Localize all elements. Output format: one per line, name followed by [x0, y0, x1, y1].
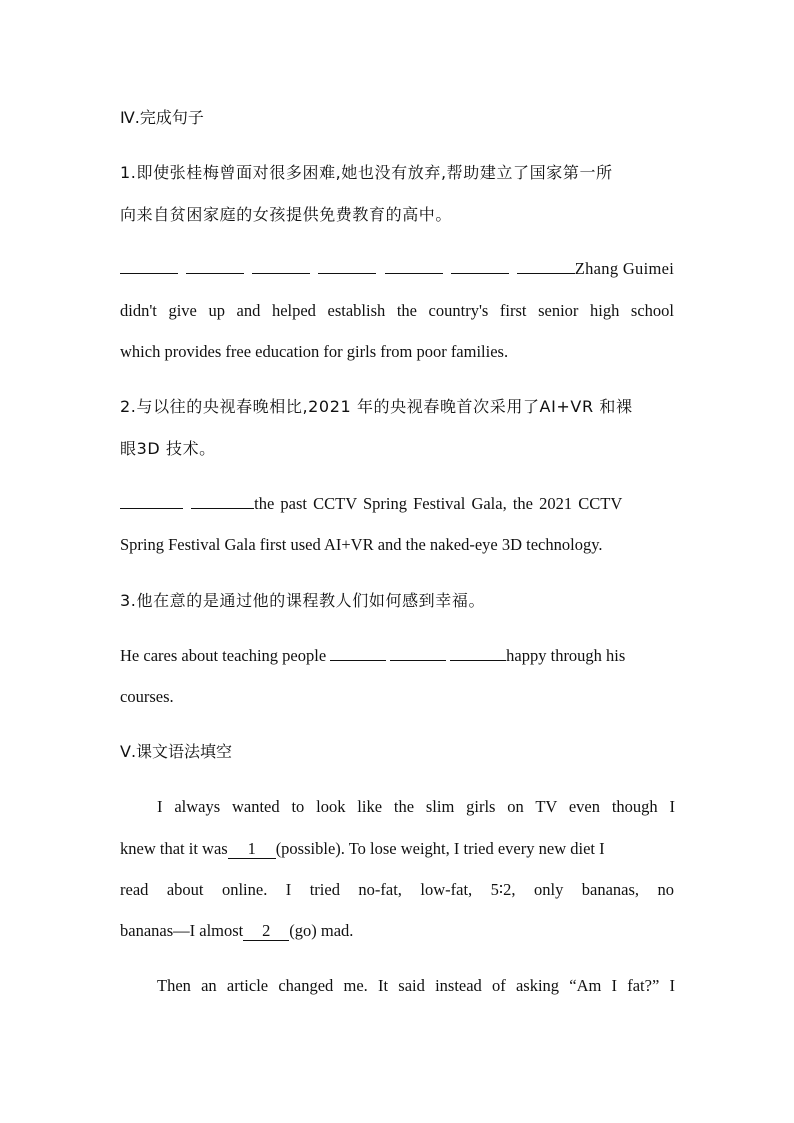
passage-text: knew that it was	[120, 839, 228, 858]
blank[interactable]	[517, 258, 575, 274]
q3-chinese-line1: 3.他在意的是通过他的课程教人们如何感到幸福。	[120, 591, 486, 610]
blank[interactable]	[186, 258, 244, 274]
q1-chinese-line1: 1.即使张桂梅曾面对很多困难,她也没有放弃,帮助建立了国家第一所	[120, 163, 613, 182]
q1-answer-tail: Zhang Guimei	[574, 259, 675, 278]
section4-heading: Ⅳ.完成句子	[120, 108, 204, 127]
q1-answer-line1	[120, 258, 674, 280]
blank[interactable]	[330, 645, 386, 661]
blank[interactable]	[120, 258, 178, 274]
passage-p1-line1: I always wanted to look like the slim girls on TV even though I	[157, 797, 675, 816]
q3-answer-head: He cares about teaching people	[120, 646, 327, 665]
blank[interactable]	[390, 645, 446, 661]
blank[interactable]	[450, 645, 506, 661]
blank[interactable]	[191, 493, 254, 509]
blank-2[interactable]: 2	[243, 922, 289, 941]
q3-answer-line2: courses.	[120, 687, 174, 706]
q3-answer-line1	[120, 645, 674, 667]
q2-chinese-line1: 2.与以往的央视春晚相比,2021 年的央视春晚首次采用了AI+VR 和裸	[120, 397, 633, 416]
q2-answer-line2: Spring Festival Gala first used AI+VR and the naked-eye 3D technology.	[120, 535, 603, 554]
blank[interactable]	[318, 258, 376, 274]
q1-answer-line2: didn't give up and helped establish the country's first senior high school	[120, 301, 674, 320]
passage-text: (go) mad.	[289, 921, 354, 940]
passage-text: (possible). To lose weight, I tried every new diet I	[275, 839, 605, 858]
passage-p2-line1: Then an article changed me. It said instead of asking “Am I fat?” I	[157, 976, 675, 995]
q2-chinese-line2: 眼3D 技术。	[120, 439, 216, 458]
blank[interactable]	[451, 258, 509, 274]
q2-answer-line1	[120, 493, 674, 515]
passage-p1-line3: read about online. I tried no-fat, low-fat, 5∶2, only bananas, no	[120, 880, 674, 899]
blank-1[interactable]: 1	[228, 840, 276, 859]
blank[interactable]	[385, 258, 443, 274]
section5-heading: Ⅴ.课文语法填空	[120, 742, 233, 761]
passage-p1-line4	[120, 920, 674, 942]
blank[interactable]	[120, 493, 183, 509]
blank[interactable]	[252, 258, 310, 274]
q1-chinese-line2: 向来自贫困家庭的女孩提供免费教育的高中。	[120, 205, 453, 224]
q1-answer-line3: which provides free education for girls from poor families.	[120, 342, 509, 361]
passage-text: bananas—I almost	[120, 921, 244, 940]
passage-p1-line2	[120, 838, 674, 860]
q3-answer-tail: happy through his	[506, 646, 626, 665]
q2-answer-tail: the past CCTV Spring Festival Gala, the 2021 CCTV	[254, 494, 623, 513]
